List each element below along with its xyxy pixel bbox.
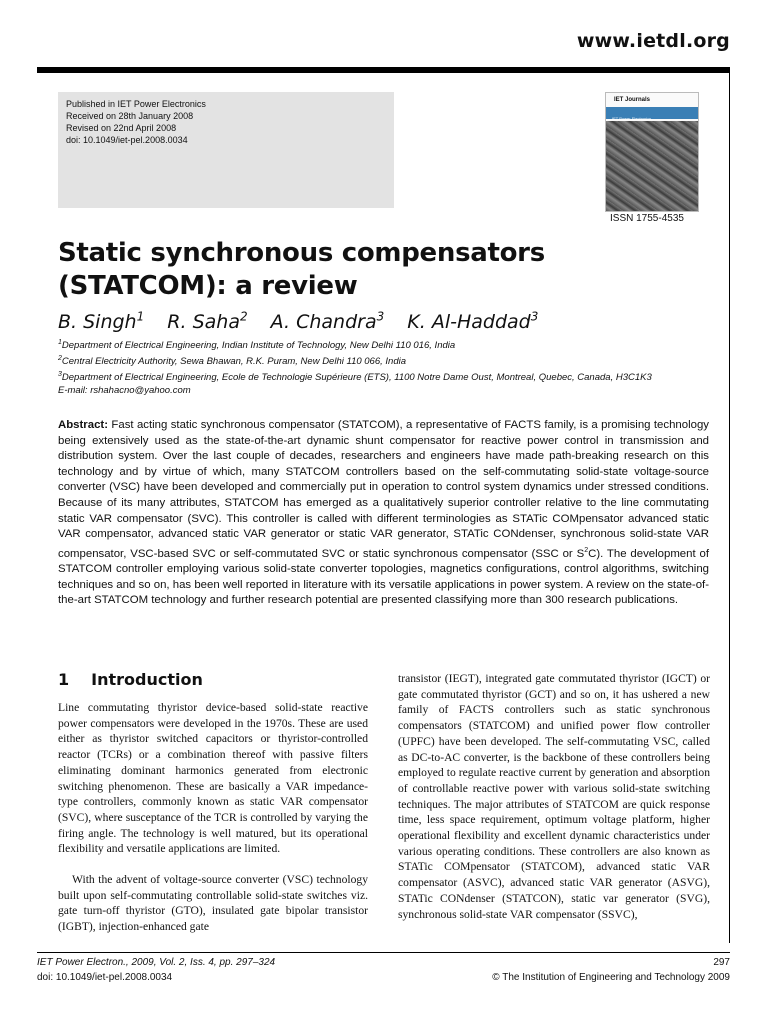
paper-title <box>58 237 545 303</box>
copyright: © The Institution of Engineering and Technology 2009 <box>492 972 730 983</box>
section-title: Introduction <box>91 670 203 689</box>
issn: ISSN 1755-4535 <box>610 213 684 224</box>
abstract-label: Abstract: <box>58 419 109 431</box>
abstract-superscript: 2 <box>584 546 589 554</box>
citation: IET Power Electron., 2009, Vol. 2, Iss. 4, pp. 297–324 <box>37 957 276 968</box>
section-number: 1 <box>58 670 70 689</box>
cover-band <box>606 107 698 119</box>
body-column-left <box>58 700 368 950</box>
page-number: 297 <box>713 957 730 968</box>
header-rule <box>37 67 730 73</box>
paragraph: Line commutating thyristor device-based solid-state reactive power compensators were developed in the 1970s. These are used either as thyristor switched capacitors or thyristor-controlled reactor (TCRs) or a combination thereof with passive filters eliminating dominant harmonics generated from electronic switching phenomenon. These are basically a VAR impedance-type controllers, commonly known as static VAR compensator (SVC), where susceptance of the TCR is controlled by varying the firing angle. The technology is well matured, but its operational flexibility and versatile applications are limited. <box>58 701 368 856</box>
affiliations <box>58 336 718 397</box>
abstract <box>58 418 709 609</box>
body-column-right <box>398 671 710 937</box>
abstract-text-b: C). The development of STATCOM controller employing various solid-state converter topologies, magnetics configurations, control algorithms, switching techniques and so on, has been well reported in literature with its versatile applications in power system. A review on the state-of-the-art STATCOM technology and further research potential are presented classifying more than 300 research publications. <box>58 547 709 607</box>
section-heading <box>58 670 203 689</box>
contact-email: E-mail: rshahacno@yahoo.com <box>58 385 191 397</box>
cover-logo: IET Journals <box>614 97 651 103</box>
cover-header <box>606 93 698 121</box>
published-in: Published in IET Power Electronics <box>66 99 206 109</box>
cover-photo <box>606 121 698 211</box>
cover-journal-title: IET Power Electronics <box>612 116 652 121</box>
received-date: Received on 28th January 2008 <box>66 111 194 121</box>
title-line-1: Static synchronous compensators <box>58 238 545 268</box>
affiliation-1: $^1$Department of Electrical Engineering, Indian Institute of Technology, New Delhi 110 016, India <box>58 339 456 352</box>
footer-doi: doi: 10.1049/iet-pel.2008.0034 <box>37 972 173 983</box>
author-list <box>58 310 555 333</box>
paragraph: transistor (IEGT), integrated gate commutated thyristor (IGCT) or gate commutated thyristor (GCT) and so on, it has ushered a new family of FACTS controllers such as static synchronous compensators (STATCOM) and unified power flow controller (UPFC) have been developed. The self-commutating VSC, called as DC-to-AC converter, is the backbone of these controllers being employed to regulate reactive current by generation and absorption of controllable reactive power with various solid-state switching techniques. The major attributes of STATCOM are quick response time, less space requirement, optimum voltage platform, higher operational flexibility and excellent dynamic characteristics under various operating conditions. These controllers are also known as STATic COMpensator (STATCOM), advanced static VAR compensator (ASVC), advanced static VAR generator (ASVG), STATic CONdenser (STATCON), static var generator (SVG), synchronous solid-state VAR compensator (SSVC), <box>398 672 710 921</box>
affiliation-2: $^2$Central Electricity Authority, Sewa Bhawan, R.K. Puram, New Delhi 110 066, India <box>58 355 406 368</box>
author: B. Singh$^1$ <box>58 310 145 334</box>
abstract-text-a: Fast acting static synchronous compensator (STATCOM), a representative of FACTS family, is a promising technology being extensively used as the state-of-the-art dynamic shunt compensator for reactive power control in transmission and distribution system. Over the last couple of decades, researchers and engineers have made path-breaking research on this technology and by virtue of which, many STATCOM controllers based on the self-commutating solid-state voltage-source converter (VSC) have been developed and commercially put in operation to control system dynamics under stressed conditions. Because of its many attributes, STATCOM has emerged as a qualitatively superior controller relative to the line commutating static VAR compensator (SVC). This controller is called with different terminologies as STATic COMpensator advanced static VAR compensator, advanced static VAR generator or static VAR generator, STATic CONdenser, synchronous solid-state VAR compensator, VSC-based SVC or self-commutated SVC or static synchronous compensator (SSC or S <box>58 419 709 560</box>
title-line-2: (STATCOM): a review <box>58 271 358 301</box>
right-border-rule <box>729 73 730 943</box>
author: A. Chandra$^3$ <box>270 310 385 334</box>
publication-info-box <box>58 92 394 208</box>
affiliation-3: $^3$Department of Electrical Engineering, Ecole de Technologie Supérieure (ETS), 1100 Notre Dame Oust, Montreal, Quebec, Canada, H3C1K3 <box>58 371 652 384</box>
author: K. Al-Haddad$^3$ <box>407 310 539 334</box>
author: R. Saha$^2$ <box>167 310 248 334</box>
journal-cover-image <box>605 92 699 212</box>
paragraph: With the advent of voltage-source converter (VSC) technology built upon self-commutating controllable solid-state switches viz. gate turn-off thyristor (GTO), insulated gate bipolar transistor (IGBT), injection-enhanced gate <box>58 873 368 934</box>
site-url[interactable]: www.ietdl.org <box>576 30 730 52</box>
footer-rule <box>37 952 730 953</box>
doi-line: doi: 10.1049/iet-pel.2008.0034 <box>66 135 188 145</box>
revised-date: Revised on 22nd April 2008 <box>66 123 177 133</box>
